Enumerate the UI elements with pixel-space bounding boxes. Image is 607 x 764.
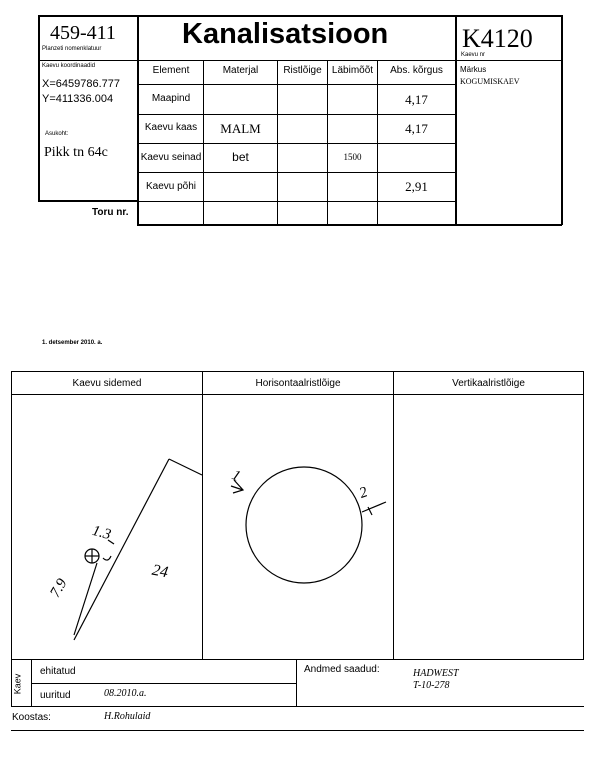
row-material: bet bbox=[232, 150, 249, 164]
data-from-value: HADWEST bbox=[413, 668, 459, 679]
col-header-material: Materjal bbox=[222, 65, 259, 76]
row-element: Kaevu seinad bbox=[140, 152, 202, 163]
surveyed-value: 08.2010.a. bbox=[104, 688, 147, 699]
compiled-value: H.Rohulaid bbox=[104, 711, 151, 722]
plan-number: 459-411 bbox=[50, 22, 116, 44]
pipe-label-1: 1 bbox=[229, 467, 243, 485]
row-height: 4,17 bbox=[405, 121, 428, 136]
row-height: 2,91 bbox=[405, 179, 428, 194]
data-from-value: T-10-278 bbox=[413, 680, 450, 691]
horizontal-section-sketch bbox=[203, 395, 393, 659]
section-title-vertical: Vertikaalristlõige bbox=[452, 378, 525, 389]
col-header-diameter: Läbimõõt bbox=[331, 65, 374, 76]
row-element: Kaevu põhi bbox=[145, 181, 197, 192]
row-diameter: 1500 bbox=[343, 152, 362, 162]
pipe-label-2: 2 bbox=[357, 484, 370, 502]
col-header-abs-height: Abs. kõrgus bbox=[390, 65, 443, 76]
section-title-ties: Kaevu sidemed bbox=[72, 378, 142, 389]
section-title-horizontal: Horisontaalristlõige bbox=[255, 378, 341, 389]
row-element: Maapind bbox=[151, 93, 191, 104]
well-number: K4120 bbox=[462, 24, 533, 53]
row-material: MALM bbox=[220, 121, 261, 136]
page-title: Kanalisatsioon bbox=[182, 18, 389, 50]
row-element: Kaevu kaas bbox=[144, 122, 198, 133]
tie-label-24: 24 bbox=[150, 561, 170, 582]
tie-label-7-9: 7.9 bbox=[47, 576, 71, 601]
location-value: Pikk tn 64c bbox=[44, 145, 108, 160]
data-from-label: Andmed saadud: bbox=[304, 664, 380, 675]
coords-label: Kaevu koordinaadid bbox=[42, 63, 96, 69]
vertical-section-area bbox=[394, 395, 583, 659]
plan-label: Planzeti nomenklatuur bbox=[42, 46, 102, 52]
y-coordinate: Y=411336.004 bbox=[42, 93, 114, 105]
built-label: ehitatud bbox=[40, 666, 76, 677]
location-label: Asukoht: bbox=[45, 131, 69, 137]
remarks-label: Märkus bbox=[460, 65, 487, 74]
surveyed-label: uuritud bbox=[40, 690, 71, 701]
col-header-cross-section: Ristlõige bbox=[283, 65, 322, 76]
tie-label-1-3: 1.3 bbox=[90, 522, 113, 544]
date-line: 1. detsember 2010. a. bbox=[42, 340, 103, 346]
side-label: Kaev bbox=[12, 673, 23, 695]
remarks-value: KOGUMISKAEV bbox=[460, 77, 520, 86]
row-height: 4,17 bbox=[405, 92, 428, 107]
pipe-number-label: Toru nr. bbox=[92, 207, 129, 218]
col-header-element: Element bbox=[152, 65, 190, 76]
x-coordinate: X=6459786.777 bbox=[42, 78, 120, 90]
well-label: Kaevu nr bbox=[461, 52, 486, 58]
compiled-label: Koostas: bbox=[12, 712, 51, 723]
